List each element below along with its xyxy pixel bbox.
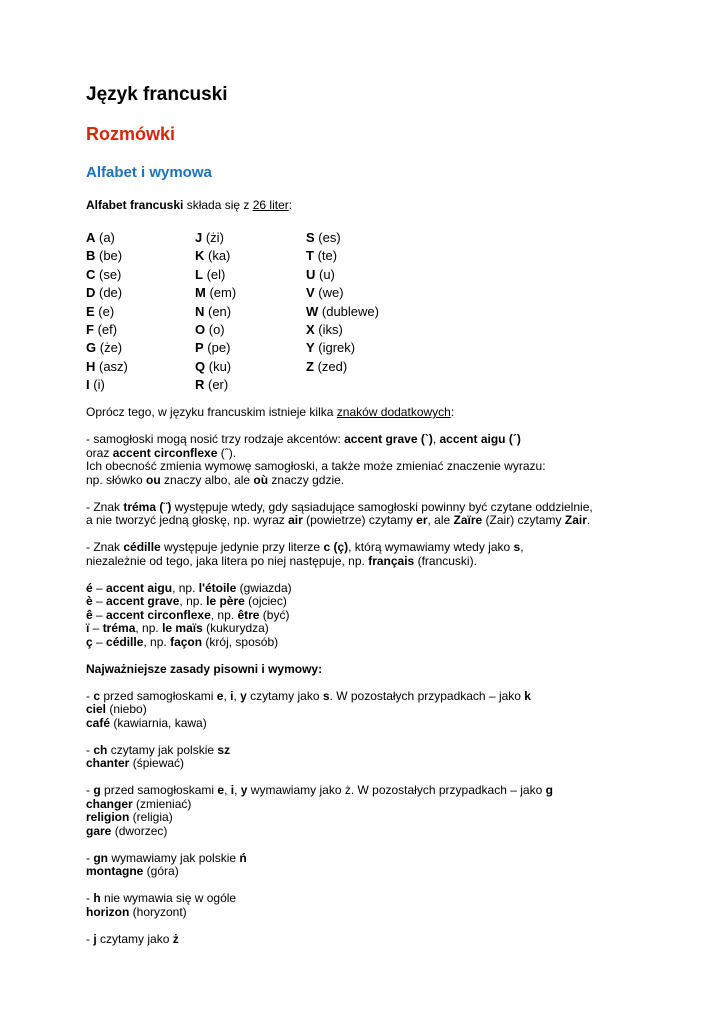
alphabet-letter: Q (ku): [195, 358, 232, 374]
rule-g: - g przed samogłoskami e, i, y wymawiamy jako ż. W pozostałych przypadkach – jako g changer (zmieniać) religion (religia) gare (dworzec): [86, 783, 553, 838]
section-heading: Alfabet i wymowa: [86, 164, 212, 181]
alphabet-letter: W (dublewe): [306, 303, 379, 319]
alphabet-letter: B (be): [86, 248, 123, 264]
alphabet-letter: F (ef): [86, 321, 118, 337]
extra-signs-line: Oprócz tego, w języku francuskim istnieje kilka znaków dodatkowych:: [86, 405, 455, 419]
alphabet-letter: N (en): [195, 303, 232, 319]
alphabet-column-2: [195, 229, 236, 395]
alphabet-letter: L (el): [195, 266, 226, 282]
alphabet-letter: Z (zed): [306, 358, 348, 374]
alphabet-letter: C (se): [86, 266, 122, 282]
alphabet-letter: V (we): [306, 285, 344, 301]
alphabet-letter: Y (igrek): [306, 340, 356, 356]
examples-list: [86, 582, 646, 650]
rules-heading: Najważniejsze zasady pisowni i wymowy:: [86, 661, 323, 676]
list-item: ê – accent circonflexe, np. être (być): [86, 607, 290, 622]
list-item: ï – tréma, np. le maïs (kukurydza): [86, 621, 269, 635]
alphabet-letter: H (asz): [86, 358, 128, 374]
alphabet-letter: R (er): [195, 377, 229, 393]
alphabet-letter: U (u): [306, 266, 335, 282]
alphabet-letter: X (iks): [306, 321, 343, 337]
alphabet-column-3: [306, 229, 379, 376]
list-item: é – accent aigu, np. l'étoile (gwiazda): [86, 580, 292, 595]
alphabet-letter: S (es): [306, 230, 341, 245]
alphabet-column-1: [86, 229, 128, 395]
rule-j: - j czytamy jako ż: [86, 931, 179, 946]
alphabet-letter: I (i): [86, 377, 105, 393]
alphabet-letter: P (pe): [195, 340, 231, 356]
list-item: è – accent grave, np. le père (ojciec): [86, 594, 287, 608]
intro-line: Alfabet francuski składa się z 26 liter:: [86, 198, 293, 212]
alphabet-letter: G (że): [86, 340, 123, 356]
accents-paragraph: - samogłoski mogą nosić trzy rodzaje akcentów: accent grave (`), accent aigu (´) oraz accent circonflexe (ˆ). Ich obecność zmienia wymowę samogłoski, a także może zmieniać znaczenie wyrazu: np. słówko ou znaczy albo, ale où znaczy gdzie.: [86, 432, 546, 487]
alphabet-letter: K (ka): [195, 248, 231, 264]
page-title: Język francuski: [86, 84, 228, 105]
rule-ch: - ch czytamy jak polskie sz chanter (śpiewać): [86, 742, 231, 770]
alphabet-letter: T (te): [306, 248, 338, 264]
alphabet-letter: O (o): [195, 321, 225, 337]
alphabet-letter: D (de): [86, 285, 123, 301]
rule-h: - h nie wymawia się w ogóle horizon (horyzont): [86, 891, 237, 919]
document-body: [86, 406, 646, 960]
alphabet-letter: A (a): [86, 230, 115, 245]
trema-paragraph: - Znak tréma (¨) występuje wtedy, gdy sąsiadujące samogłoski powinny być czytane oddzielnie, a nie tworzyć jedną głoskę, np. wyraz air (powietrze) czytamy er, ale Zaïre (Zair) czytamy Zair.: [86, 499, 593, 527]
list-item: ç – cédille, np. façon (krój, sposób): [86, 634, 279, 649]
subtitle: Rozmówki: [86, 124, 176, 144]
rule-c: - c przed samogłoskami e, i, y czytamy jako s. W pozostałych przypadkach – jako k ciel (niebo) café (kawiarnia, kawa): [86, 688, 531, 730]
alphabet-letter: J (żi): [195, 230, 224, 245]
alphabet-letter: E (e): [86, 303, 115, 319]
rule-gn: - gn wymawiamy jak polskie ń montagne (góra): [86, 850, 247, 878]
cedille-paragraph: - Znak cédille występuje jedynie przy literze c (ç), którą wymawiamy wtedy jako s, niezależnie od tego, jaka litera po niej następuje, np. français (francuski).: [86, 540, 524, 568]
alphabet-letter: M (em): [195, 285, 237, 301]
